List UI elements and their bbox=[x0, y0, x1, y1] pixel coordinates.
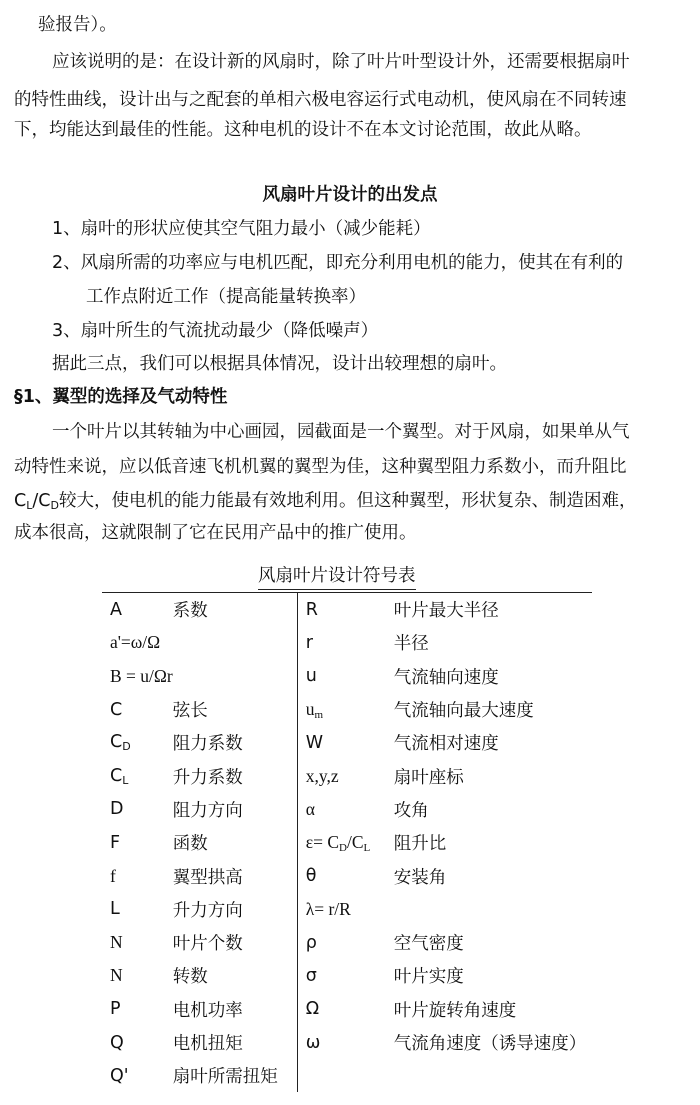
left-symbol: a'=ω/Ω bbox=[110, 632, 161, 653]
right-meaning bbox=[394, 1059, 592, 1092]
design-point-3: 3、扇叶所生的气流扰动最少（降低噪声） bbox=[52, 321, 379, 341]
heading-airfoil-selection: §1、翼型的选择及气动特性 bbox=[14, 387, 228, 407]
right-meaning: 空气密度 bbox=[393, 934, 464, 955]
right-symbol: W bbox=[305, 732, 324, 753]
right-symbol: u bbox=[305, 666, 317, 687]
symbol-table-row bbox=[102, 926, 592, 959]
left-meaning bbox=[173, 626, 298, 659]
right-symbol: σ bbox=[305, 965, 317, 986]
right-symbol: Ω bbox=[305, 999, 320, 1020]
left-meaning bbox=[173, 660, 298, 693]
right-meaning: 叶片实度 bbox=[393, 967, 464, 988]
right-meaning: 气流相对速度 bbox=[393, 734, 499, 755]
right-symbol: ρ bbox=[305, 932, 317, 953]
airfoil-para-line-1: 一个叶片以其转轴为中心画园，园截面是一个翼型。对于风扇，如果单从气 bbox=[52, 422, 630, 442]
lift-drag-ratio-symbol: $C_L/C_D$ bbox=[14, 491, 59, 512]
right-meaning: 叶片旋转角速度 bbox=[393, 1000, 517, 1021]
right-symbol: ω bbox=[305, 1032, 321, 1053]
left-symbol: A bbox=[110, 599, 122, 620]
left-meaning: 翼型拱高 bbox=[173, 859, 298, 892]
design-point-2-cont: 工作点附近工作（提高能量转换率） bbox=[86, 287, 366, 307]
right-symbol: R bbox=[305, 599, 318, 620]
left-symbol: Q' bbox=[110, 1065, 129, 1086]
right-meaning: 气流轴向速度 bbox=[393, 667, 499, 688]
right-symbol: $\varepsilon= C_D/C_L$ bbox=[305, 831, 371, 854]
right-meaning: 阻升比 bbox=[393, 834, 447, 855]
left-symbol: F bbox=[110, 832, 121, 853]
left-meaning: 扇叶所需扭矩 bbox=[173, 1059, 298, 1092]
left-meaning: 弦长 bbox=[173, 693, 298, 726]
symbol-table-row bbox=[102, 693, 592, 726]
right-meaning bbox=[394, 893, 592, 926]
left-meaning: 函数 bbox=[173, 826, 298, 859]
conclusion-line: 据此三点，我们可以根据具体情况，设计出较理想的扇叶。 bbox=[52, 354, 507, 374]
left-symbol: B = u/Ωr bbox=[110, 665, 173, 686]
left-symbol: L bbox=[110, 899, 120, 920]
right-symbol: θ bbox=[305, 866, 317, 887]
right-meaning: 攻角 bbox=[393, 800, 429, 821]
symbol-table-row bbox=[102, 959, 592, 992]
symbol-table bbox=[102, 592, 592, 1092]
right-symbol: λ= r/R bbox=[305, 898, 351, 919]
symbol-table-row bbox=[102, 793, 592, 826]
right-meaning: 气流轴向最大速度 bbox=[393, 701, 534, 722]
left-symbol: D bbox=[110, 799, 124, 820]
left-symbol: C bbox=[110, 699, 123, 720]
symbol-table-row bbox=[102, 593, 592, 627]
left-meaning: 系数 bbox=[173, 593, 298, 627]
design-point-1: 1、扇叶的形状应使其空气阻力最小（减少能耗） bbox=[52, 219, 431, 239]
right-meaning: 扇叶座标 bbox=[393, 767, 464, 788]
left-meaning: 阻力方向 bbox=[173, 793, 298, 826]
left-symbol: N bbox=[110, 932, 123, 953]
note-line-3: 下，均能达到最佳的性能。这种电机的设计不在本文讨论范围，故此从略。 bbox=[14, 120, 592, 140]
right-symbol: x,y,z bbox=[305, 765, 339, 786]
symbol-table-row bbox=[102, 726, 592, 759]
symbol-table-row bbox=[102, 993, 592, 1026]
airfoil-para-line-2: 动特性来说，应以低音速飞机机翼的翼型为佳，这种翼型阻力系数小，而升阻比 bbox=[14, 457, 627, 477]
symbol-table-row bbox=[102, 626, 592, 659]
airfoil-para-line-3: $C_L/C_D$较大，使电机的能力能最有效地利用。但这种翼型，形状复杂、制造困难， bbox=[14, 491, 637, 512]
right-meaning: 安装角 bbox=[393, 867, 447, 888]
previous-paragraph-tail: 验报告）。 bbox=[38, 15, 117, 35]
symbol-table-title: 风扇叶片设计符号表 bbox=[258, 565, 416, 590]
left-meaning: 电机功率 bbox=[173, 993, 298, 1026]
right-meaning: 叶片最大半径 bbox=[393, 601, 499, 622]
symbol-table-row bbox=[102, 859, 592, 892]
design-point-2: 2、风扇所需的功率应与电机匹配，即充分利用电机的能力，使其在有利的 bbox=[52, 253, 624, 273]
airfoil-para-line-4: 成本很高，这就限制了它在民用产品中的推广使用。 bbox=[14, 523, 417, 543]
left-meaning: 叶片个数 bbox=[173, 926, 298, 959]
left-symbol: Q bbox=[110, 1032, 124, 1053]
symbol-table-row bbox=[102, 826, 592, 859]
symbol-table-row bbox=[102, 893, 592, 926]
section-title: 风扇叶片设计的出发点 bbox=[262, 185, 438, 205]
right-symbol: $u_m$ bbox=[305, 698, 324, 721]
left-symbol: f bbox=[110, 865, 116, 886]
symbol-table-row bbox=[102, 660, 592, 693]
left-symbol: $C_L$ bbox=[110, 765, 129, 787]
right-meaning: 气流角速度（诱导速度） bbox=[393, 1034, 587, 1054]
left-symbol: $C_D$ bbox=[110, 732, 131, 754]
right-symbol: α bbox=[305, 798, 315, 819]
left-symbol: P bbox=[110, 999, 121, 1020]
left-meaning: 转数 bbox=[173, 959, 298, 992]
left-symbol: N bbox=[110, 965, 123, 986]
left-meaning: 电机扭矩 bbox=[173, 1026, 298, 1059]
left-meaning: 升力方向 bbox=[173, 893, 298, 926]
right-meaning: 半径 bbox=[393, 634, 429, 655]
symbol-table-row bbox=[102, 1059, 592, 1092]
left-meaning: 阻力系数 bbox=[173, 726, 298, 759]
symbol-table-row bbox=[102, 1026, 592, 1059]
symbol-table-row bbox=[102, 759, 592, 792]
left-meaning: 升力系数 bbox=[173, 759, 298, 792]
note-line-1: 应该说明的是：在设计新的风扇时，除了叶片叶型设计外，还需要根据扇叶 bbox=[52, 52, 630, 72]
right-symbol: r bbox=[305, 632, 313, 653]
note-line-2: 的特性曲线，设计出与之配套的单相六极电容运行式电动机，使风扇在不同转速 bbox=[14, 90, 627, 110]
